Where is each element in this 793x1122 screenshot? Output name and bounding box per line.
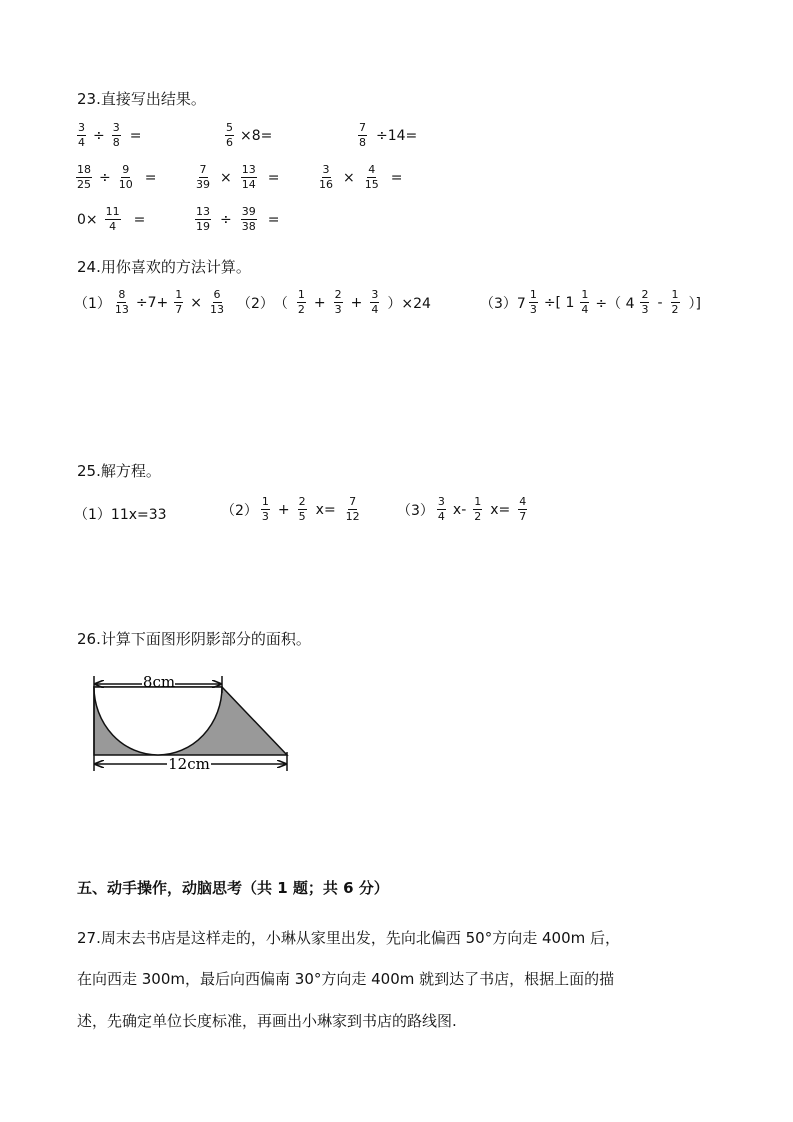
fraction: $\frac{11}{4}$	[105, 205, 120, 233]
fraction: $\frac{4}{15}$	[364, 163, 379, 191]
fraction: $\frac{7}{8}$	[359, 121, 366, 149]
fraction: $\frac{18}{25}$	[77, 163, 91, 191]
fraction: $\frac{13}{14}$	[241, 163, 256, 191]
fraction: $\frac{2}{3}$	[641, 288, 649, 316]
q23-item-2: $\frac{5}{6}$ ×8=	[226, 121, 273, 149]
fraction: $\frac{39}{38}$	[241, 205, 256, 233]
q27-line-3: 述，先确定单位长度标准，再画出小琳家到书店的路线图.	[77, 1012, 457, 1030]
q25-problem-1: （1）11x=33	[74, 507, 167, 523]
q23-item-5: $\frac{7}{39}$ × $\frac{13}{14}$ =	[196, 163, 280, 191]
q24-title: 24.用你喜欢的方法计算。	[77, 258, 251, 276]
fraction: $\frac{6}{13}$	[210, 288, 225, 316]
fraction: $\frac{3}{4}$	[78, 121, 85, 149]
fraction: $\frac{1}{2}$	[297, 288, 305, 316]
fraction: $\frac{3}{16}$	[319, 163, 333, 191]
top-dimension-label: 8cm	[142, 673, 176, 691]
fraction: $\frac{2}{3}$	[334, 288, 342, 316]
fraction: $\frac{1}{7}$	[175, 288, 183, 316]
fraction: $\frac{7}{12}$	[345, 495, 360, 523]
shaded-area-figure	[85, 668, 300, 780]
fraction: $\frac{8}{13}$	[114, 288, 129, 316]
q23-item-6: $\frac{3}{16}$ × $\frac{4}{15}$ =	[319, 163, 403, 191]
fraction: $\frac{5}{6}$	[226, 121, 233, 149]
fraction: $\frac{9}{10}$	[118, 163, 133, 191]
q25-title: 25.解方程。	[77, 462, 161, 480]
q24-problem-1: （1） $\frac{8}{13}$ ÷7+ $\frac{1}{7}$ × $\frac{6}{13}$	[74, 288, 225, 316]
q25-problem-3: （3） $\frac{3}{4}$ x- $\frac{1}{2}$ x= $\frac{4}{7}$	[397, 495, 527, 523]
section-5-title: 五、动手操作，动脑思考（共 1 题；共 6 分）	[77, 879, 389, 897]
fraction: $\frac{1}{3}$	[261, 495, 269, 523]
q27-line-1: 27.周末去书店是这样走的，小琳从家里出发，先向北偏西 50°方向走 400m 后，	[77, 929, 620, 947]
fraction: $\frac{3}{4}$	[371, 288, 379, 316]
fraction: $\frac{7}{39}$	[196, 163, 210, 191]
q23-item-4: $\frac{18}{25}$ ÷ $\frac{9}{10}$ =	[77, 163, 157, 191]
fraction: $\frac{4}{7}$	[519, 495, 527, 523]
q24-problem-3: （3）7 $\frac{1}{3}$ ÷[ 1 $\frac{1}{4}$ ÷（ 4 $\frac{2}{3}$ - $\frac{1}{2}$ ）]	[480, 288, 702, 316]
q23-title: 23.直接写出结果。	[77, 90, 206, 108]
q27-line-2: 在向西走 300m，最后向西偏南 30°方向走 400m 就到达了书店，根据上面的描	[77, 970, 615, 988]
bottom-dimension-label: 12cm	[168, 755, 210, 773]
q23-item-8: $\frac{13}{19}$ ÷ $\frac{39}{38}$ =	[196, 205, 280, 233]
fraction: $\frac{13}{19}$	[196, 205, 210, 233]
q23-item-7: 0× $\frac{11}{4}$ =	[77, 205, 146, 233]
q23-item-1: $\frac{3}{4}$ ÷ $\frac{3}{8}$ =	[78, 121, 142, 149]
fraction: $\frac{1}{2}$	[474, 495, 482, 523]
fraction: $\frac{3}{8}$	[112, 121, 120, 149]
fraction: $\frac{1}{4}$	[581, 288, 589, 316]
fraction: $\frac{1}{2}$	[671, 288, 679, 316]
q23-item-3: $\frac{7}{8}$ ÷14=	[359, 121, 418, 149]
fraction: $\frac{3}{4}$	[437, 495, 445, 523]
q24-problem-2: （2） （ $\frac{1}{2}$ + $\frac{2}{3}$ + $\frac{3}{4}$ ）×24	[237, 288, 431, 316]
fraction: $\frac{1}{3}$	[529, 288, 537, 316]
q26-title: 26.计算下面图形阴影部分的面积。	[77, 630, 311, 648]
fraction: $\frac{2}{5}$	[298, 495, 306, 523]
q25-problem-2: （2） $\frac{1}{3}$ + $\frac{2}{5}$ x= $\frac{7}{12}$	[221, 495, 360, 523]
